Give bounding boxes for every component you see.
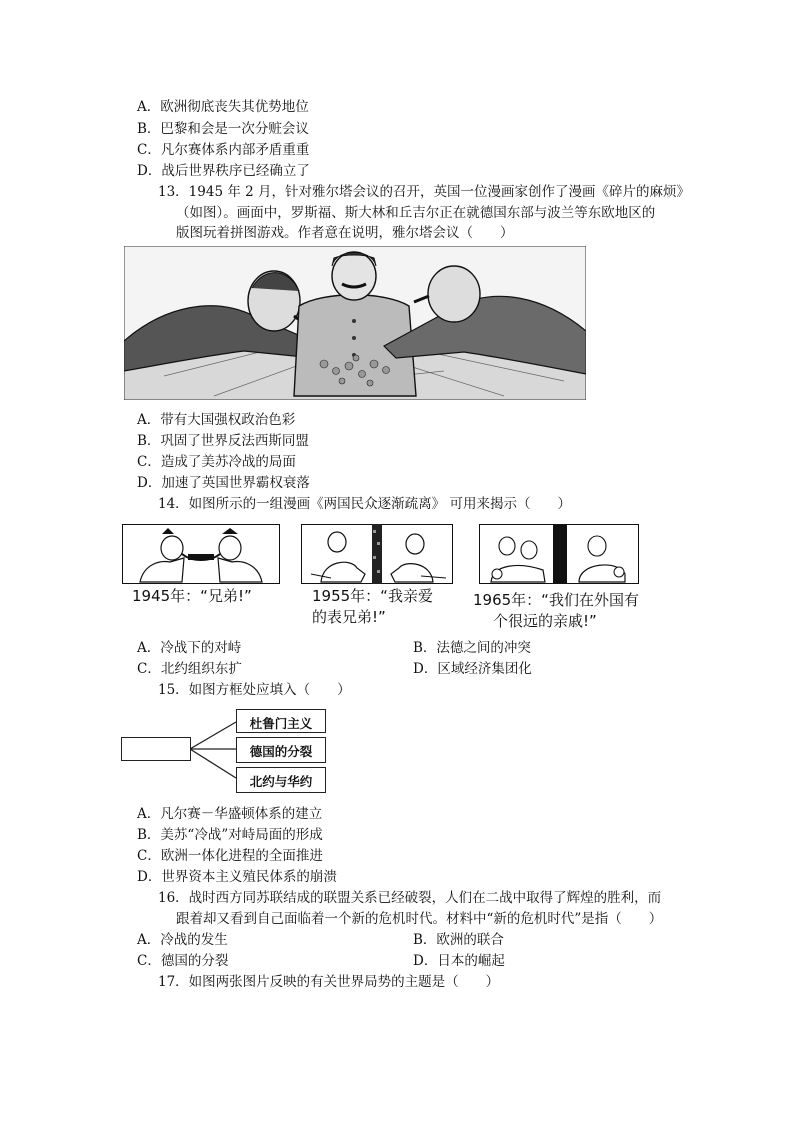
- q14-option-d: D．区域经济集团化: [413, 661, 532, 677]
- q13-option-b: B．巩固了世界反法西斯同盟: [137, 433, 309, 449]
- q14-option-c: C．北约组织东扩: [137, 661, 242, 677]
- cartoon-caption-1945: 1945年：“兄弟!”: [132, 587, 252, 605]
- q17-stem: 17．如图两张图片反映的有关世界局势的主题是（ ）: [158, 974, 500, 990]
- q16-stem-line2: 跟着却又看到自己面临着一个新的危机时代。材料中“新的危机时代”是指（ ）: [176, 911, 663, 927]
- box-label-germany-division: 德国的分裂: [249, 744, 313, 759]
- box-label-nato-warsaw: 北约与华约: [249, 774, 313, 789]
- yalta-cartoon-image: [124, 246, 586, 400]
- q15-option-a: A．凡尔赛－华盛顿体系的建立: [137, 806, 323, 822]
- q15-option-b: B．美苏“冷战”对峙局面的形成: [137, 827, 323, 843]
- q13-option-a: A．带有大国强权政治色彩: [137, 412, 296, 428]
- box-germany-division: [236, 737, 326, 763]
- q14-option-b: B．法德之间的冲突: [413, 640, 531, 656]
- cartoon-caption-1955-line2: 的表兄弟!”: [312, 608, 386, 626]
- q16-option-c: C．德国的分裂: [137, 953, 229, 969]
- cartoon-caption-1965-line2: 个很远的亲戚!”: [493, 612, 597, 630]
- cartoon-caption-1955-line1: 1955年：“我亲爱: [312, 587, 433, 605]
- q12-option-b: B．巴黎和会是一次分赃会议: [137, 121, 309, 137]
- q13-option-c: C．造成了美苏冷战的局面: [137, 454, 296, 470]
- q13-stem-line1: 13．1945 年 2 月，针对雅尔塔会议的召开，英国一位漫画家创作了漫画《碎片的麻烦》: [158, 184, 690, 200]
- blank-answer-box: [121, 737, 191, 761]
- q16-option-a: A．冷战的发生: [137, 932, 228, 948]
- q12-option-a: A．欧洲彻底丧失其优势地位: [137, 99, 309, 115]
- q16-stem-line1: 16．战时西方同苏联结成的联盟关系已经破裂，人们在二战中取得了辉煌的胜利，而: [158, 890, 662, 906]
- q13-stem-line3: 版图玩着拼图游戏。作者意在说明，雅尔塔会议（ ）: [176, 225, 514, 241]
- q16-option-d: D．日本的崛起: [413, 953, 505, 969]
- box-truman-doctrine: [236, 709, 326, 733]
- q14-stem: 14．如图所示的一组漫画《两国民众逐渐疏离》 可用来揭示（ ）: [158, 496, 571, 512]
- q12-option-c: C．凡尔赛体系内部矛盾重重: [137, 142, 310, 158]
- cartoon-panel-1945: [122, 524, 280, 584]
- box-label-truman-doctrine: 杜鲁门主义: [249, 716, 313, 731]
- q15-option-c: C．欧洲一体化进程的全面推进: [137, 848, 323, 864]
- cartoon-panel-1965: [479, 524, 639, 584]
- cartoon-caption-1965-line1: 1965年：“我们在外国有: [473, 591, 639, 609]
- q13-option-d: D．加速了英国世界霸权衰落: [137, 475, 310, 491]
- q15-option-d: D．世界资本主义殖民体系的崩溃: [137, 869, 337, 885]
- q16-option-b: B．欧洲的联合: [413, 932, 504, 948]
- q12-option-d: D．战后世界秩序已经确立了: [137, 163, 310, 179]
- q13-stem-line2: （如图）。画面中，罗斯福、斯大林和丘吉尔正在就德国东部与波兰等东欧地区的: [176, 205, 656, 221]
- cartoon-panel-1955: [301, 524, 453, 584]
- box-nato-warsaw: [236, 767, 326, 793]
- q14-option-a: A．冷战下的对峙: [137, 640, 242, 656]
- q15-stem: 15．如图方框处应填入（ ）: [158, 682, 351, 698]
- bracket-connector: [190, 715, 238, 785]
